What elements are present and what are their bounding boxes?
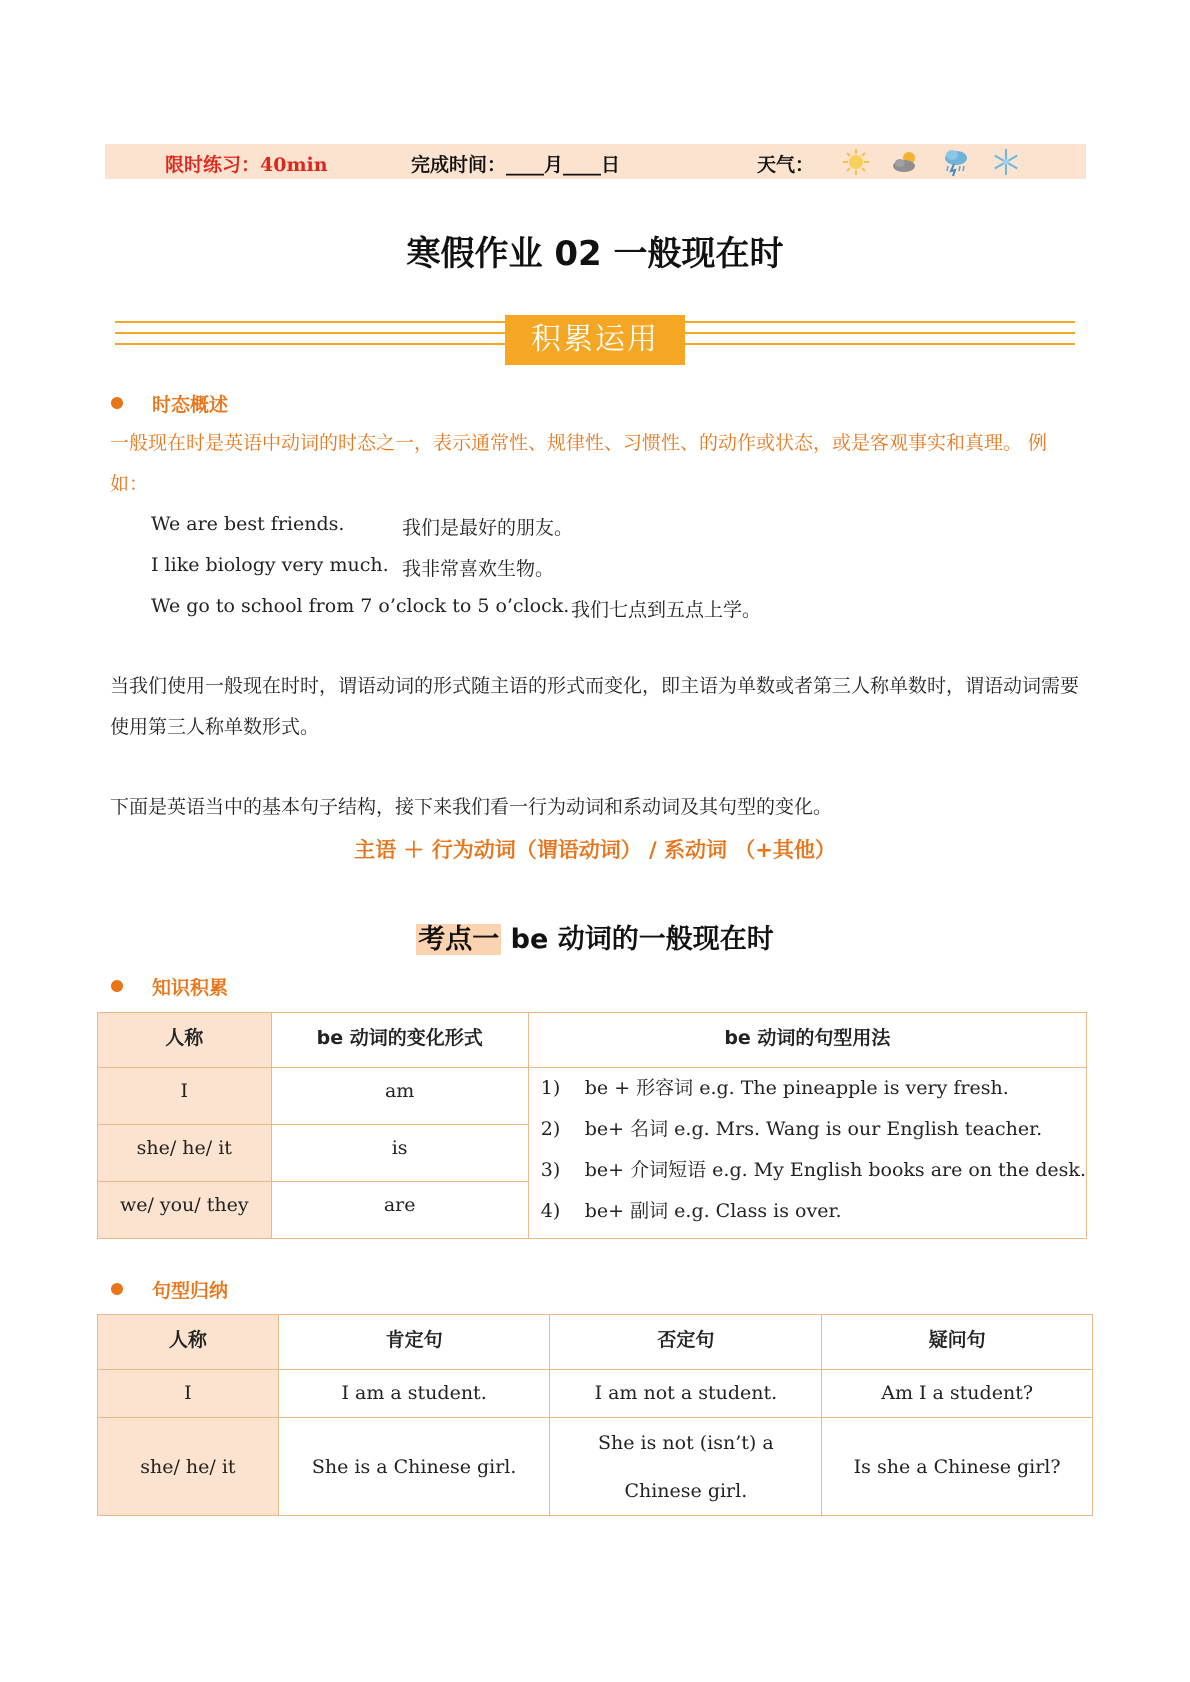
- bullet-dot: [111, 1283, 123, 1295]
- header-person: 人称: [98, 1013, 272, 1068]
- cell-person: she/ he/ it: [98, 1125, 272, 1182]
- header-forms: be 动词的变化形式: [271, 1013, 528, 1068]
- paragraph-third-person: 当我们使用一般现在时时，谓语动词的形式随主语的形式而变化，即主语为单数或者第三人称单数时，谓语动词需要使用第三人称单数形式。: [110, 675, 1080, 738]
- bullet-dot: [111, 397, 123, 409]
- example-zh: 我们七点到五点上学。: [571, 599, 762, 621]
- cell-form: is: [271, 1125, 528, 1182]
- cell-affirmative: She is a Chinese girl.: [278, 1418, 550, 1516]
- cell-person: I: [98, 1370, 279, 1418]
- snowflake-icon: [990, 146, 1022, 178]
- cell-negative: She is not (isn’t) a Chinese girl.: [550, 1418, 822, 1516]
- example-en: We go to school from 7 o’clock to 5 o’clock.: [151, 595, 570, 617]
- table-row: [98, 1068, 1087, 1125]
- bullet-dot: [111, 980, 123, 992]
- cell-question: Am I a student?: [822, 1370, 1093, 1418]
- example-zh: 我们是最好的朋友。: [402, 517, 574, 539]
- usage-item: 1) be + 形容词 e.g. The pineapple is very fresh.: [540, 1077, 1009, 1099]
- sentence-formula: 主语 ＋ 行为动词（谓语动词） / 系动词 （+其他）: [354, 838, 836, 862]
- header-negative: 否定句: [550, 1315, 822, 1370]
- key-point-label: 考点一: [418, 924, 500, 955]
- banner-label: 积累运用: [505, 315, 685, 365]
- sentence-pattern-table: [97, 1314, 1093, 1516]
- header-affirmative: 肯定句: [278, 1315, 550, 1370]
- header-usage: be 动词的句型用法: [528, 1013, 1086, 1068]
- cell-person: she/ he/ it: [98, 1418, 279, 1516]
- section-heading-sentence-patterns: 句型归纳: [152, 1280, 229, 1302]
- be-verb-table: [97, 1012, 1087, 1239]
- paragraph-sentence-structure: 下面是英语当中的基本句子结构，接下来我们看一行为动词和系动词及其句型的变化。: [110, 796, 833, 818]
- section-heading-overview: 时态概述: [152, 394, 229, 416]
- cell-form: am: [271, 1068, 528, 1125]
- header-person: 人称: [98, 1315, 279, 1370]
- example-en: I like biology very much.: [151, 554, 389, 576]
- storm-icon: [940, 146, 972, 178]
- finish-time: 完成时间：____月____日: [411, 154, 621, 176]
- page-title: 寒假作业 02 一般现在时: [406, 234, 784, 274]
- example-en: We are best friends.: [151, 513, 345, 535]
- cell-form: are: [271, 1182, 528, 1239]
- header-question: 疑问句: [822, 1315, 1093, 1370]
- usage-item: 2) be+ 名词 e.g. Mrs. Wang is our English teacher.: [540, 1118, 1043, 1140]
- cell-person: we/ you/ they: [98, 1182, 272, 1239]
- usage-item: 3) be+ 介词短语 e.g. My English books are on the desk.: [540, 1159, 1086, 1181]
- table-header-row: [98, 1315, 1093, 1370]
- overview-intro: 一般现在时是英语中动词的时态之一，表示通常性、规律性、习惯性、的动作或状态，或是客观事实和真理。 例如：: [110, 432, 1048, 495]
- cell-person: I: [98, 1068, 272, 1125]
- table-header-row: [98, 1013, 1087, 1068]
- table-row: [98, 1418, 1093, 1516]
- table-row: [98, 1370, 1093, 1418]
- key-point-title: be 动词的一般现在时: [510, 924, 774, 955]
- usage-list: [528, 1068, 1086, 1239]
- time-limit: 限时练习：40min: [165, 154, 328, 176]
- cell-affirmative: I am a student.: [278, 1370, 550, 1418]
- sun-icon: [840, 146, 872, 178]
- key-point-heading: [0, 917, 1190, 956]
- cell-question: Is she a Chinese girl?: [822, 1418, 1093, 1516]
- section-heading-knowledge: 知识积累: [152, 977, 229, 999]
- header-bar: [105, 144, 1086, 179]
- weather-label: 天气：: [757, 154, 815, 176]
- cloudy-icon: [890, 146, 922, 178]
- example-zh: 我非常喜欢生物。: [402, 558, 555, 580]
- usage-item: 4) be+ 副词 e.g. Class is over.: [540, 1200, 842, 1222]
- cell-negative: I am not a student.: [550, 1370, 822, 1418]
